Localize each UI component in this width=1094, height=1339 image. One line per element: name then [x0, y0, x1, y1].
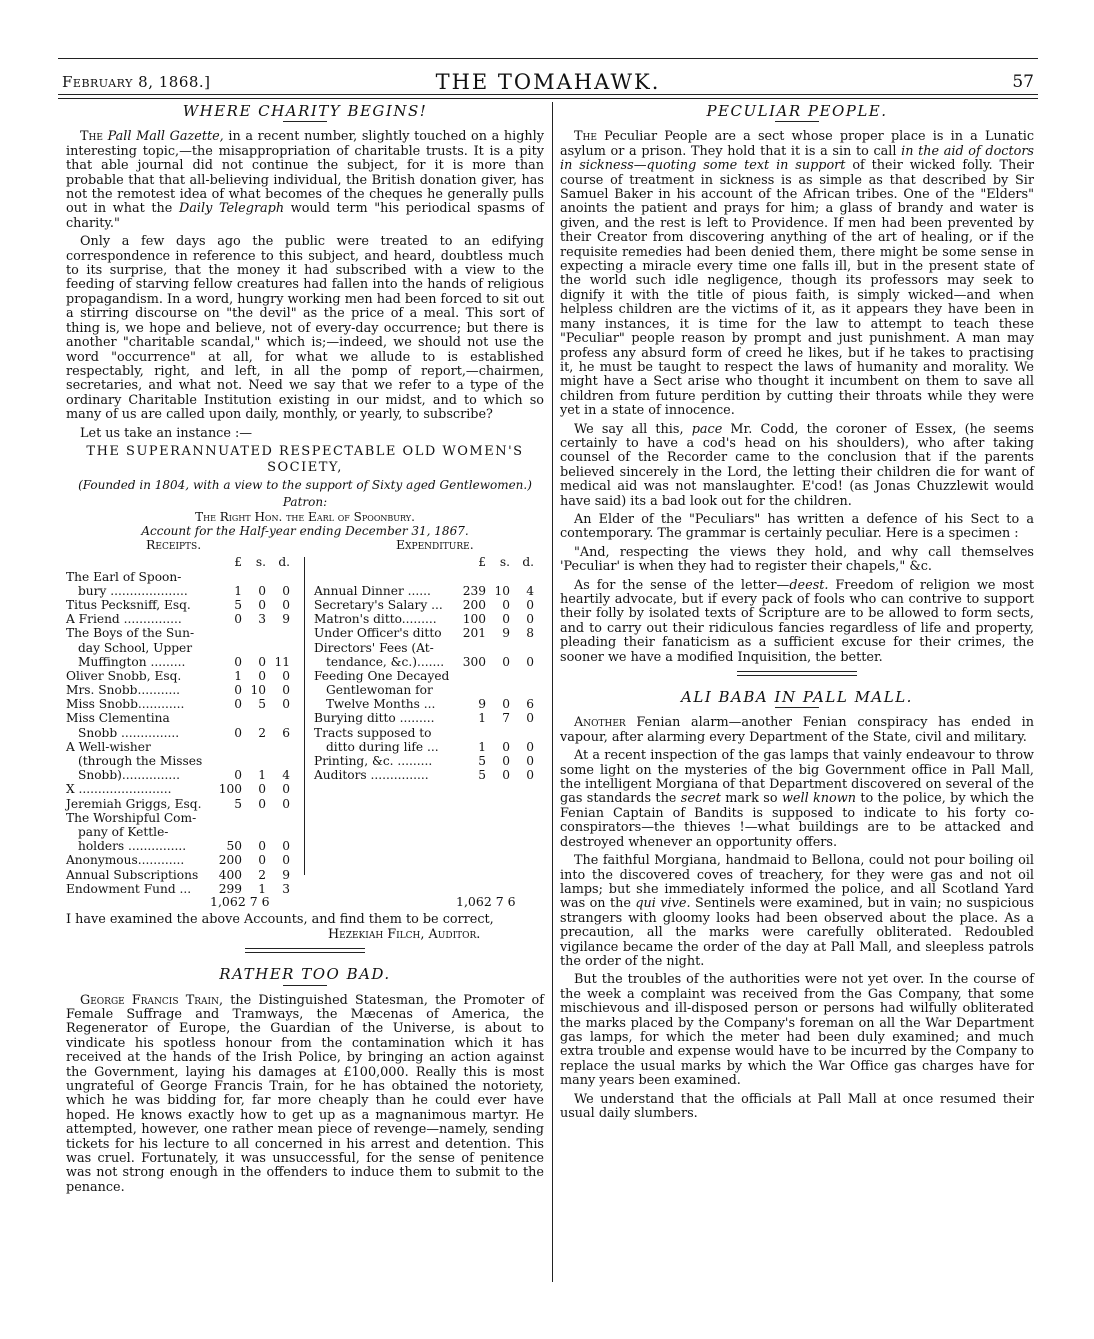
title-rule [283, 121, 327, 122]
account-item-label: The Worshipful Com- [66, 810, 197, 825]
account-item-label: Twelve Months ... [326, 697, 436, 712]
account-amount-s: 0 [258, 853, 266, 868]
receipt-row [66, 655, 298, 669]
audit-statement: I have examined the above Accounts, and find them to be correct, [66, 912, 494, 928]
account-item-label: Endowment Fund ... [66, 881, 192, 896]
receipt-row [66, 683, 298, 697]
account-amount-d: 0 [282, 583, 290, 598]
account-amount-s: 0 [502, 739, 510, 754]
expenditure-row [314, 584, 544, 598]
receipt-row [66, 839, 298, 853]
account-amount-d: 0 [526, 654, 534, 669]
receipt-row [66, 584, 298, 598]
account-item-label: Titus Pecksniff, Esq. [66, 597, 191, 612]
account-amount-l: 200 [462, 597, 486, 612]
account-amount-d: 4 [526, 583, 534, 598]
account-amount-d: 9 [282, 867, 290, 882]
account-amount-l: 100 [462, 612, 486, 627]
receipt-row [66, 811, 298, 825]
receipt-row [66, 669, 298, 683]
account-amount-l: 299 [218, 881, 242, 896]
article-title-alibaba: ALI BABA IN PALL MALL. [681, 688, 913, 707]
expenditure-row [314, 754, 544, 768]
title-rule [775, 707, 819, 708]
account-amount-l: 1 [478, 711, 486, 726]
account-amount-d: 8 [526, 626, 534, 641]
expenditure-row [314, 768, 544, 782]
expenditure-row [314, 711, 544, 725]
account-item-label: Anonymous............ [66, 853, 185, 868]
account-item-label: (through the Misses [78, 754, 203, 768]
alibaba-paragraph-2: At a recent inspection of the gas lamps that vainly endeavour to throw some light on the mysteries of the big Government office in Pall Mall, the intelligent Morgiana of that Department discovered on several of the gas standards the secret mark so well known to the police, by which the Fenian Captain of Bandits is supposed to indicate to his forty co-conspirators—the thieves !—what buildings are to be attacked and destroyed whenever an opportunity offers. [560, 748, 1034, 850]
expenditure-row [314, 655, 544, 669]
account-amount-s: 0 [502, 612, 510, 627]
expenditure-row [314, 697, 544, 711]
section-separator [737, 671, 857, 676]
society-name-line-1: THE SUPERANNUATED RESPECTABLE OLD WOMEN'S [86, 443, 524, 459]
account-amount-d: 0 [282, 683, 290, 698]
account-amount-s: 0 [258, 597, 266, 612]
right-column [560, 102, 1034, 1125]
account-amount-l: 5 [234, 597, 242, 612]
peculiar-quote: "And, respecting the views they hold, and why call themselves 'Peculiar' is when they had to register their chapels," &c. [560, 544, 1034, 575]
receipt-row [66, 641, 298, 655]
masthead-title: THE TOMAHAWK. [435, 70, 661, 94]
account-item-label: Printing, &c. ......... [314, 754, 433, 768]
account-item-label: Oliver Snobb, Esq. [66, 668, 182, 683]
receipt-row [66, 697, 298, 711]
account-amount-l: 5 [478, 768, 486, 783]
article-title-rather: RATHER TOO BAD. [219, 965, 391, 984]
receipt-row [66, 853, 298, 867]
alibaba-paragraph-5: We understand that the officials at Pall Mall at once resumed their usual daily slumbers. [560, 1091, 1034, 1121]
account-amount-l: 0 [234, 725, 242, 740]
account-amount-d: 0 [282, 839, 290, 854]
account-amount-s: 0 [258, 839, 266, 854]
account-amount-l: 300 [462, 654, 486, 669]
account-amount-s: 0 [502, 754, 510, 768]
account-amount-s: 3 [258, 612, 266, 627]
account-item-label: Matron's ditto......... [314, 612, 437, 627]
account-amount-l: 201 [462, 626, 486, 641]
account-divider [304, 557, 305, 875]
account-amount-s: 0 [258, 782, 266, 797]
account-item-label: day School, Upper [78, 640, 193, 655]
account-headers [66, 538, 544, 553]
account-item-label: tendance, &c.)....... [326, 654, 445, 669]
account-item-label: Gentlewoman for [326, 683, 433, 698]
account-amount-s: 5 [258, 697, 266, 712]
account-item-label: Annual Dinner ...... [314, 583, 431, 598]
account-amount-d: 6 [526, 697, 534, 712]
account-item-label: Under Officer's ditto [314, 626, 442, 641]
account-amount-s: 0 [502, 768, 510, 783]
alibaba-paragraph-3: The faithful Morgiana, handmaid to Bellona, could not pour boiling oil into the discovered coves of treachery, for they were gas and not oil lamps; but she immediately informed the police, and all Scotland Yard was on the qui vive. Sentinels were examined, but in vain; no suspicious strangers with gloomy looks had been observed about the place. As a precaution, all the marks were carefully obliterated. Redoubled vigilance became the order of the day at Pall Mall, and sleepless patrols the order of the night. [560, 853, 1034, 969]
account-amount-s: 0 [502, 597, 510, 612]
account-amount-d: 9 [282, 612, 290, 627]
alibaba-paragraph-1: Another Fenian alarm—another Fenian conspiracy has ended in vapour, after alarming every Department of the State, civil and military. [560, 715, 1034, 745]
account-amount-s: 0 [258, 668, 266, 683]
account-item-label: The Earl of Spoon- [66, 569, 182, 584]
account-amount-d: 0 [282, 697, 290, 712]
issue-date: February 8, 1868.] [62, 73, 211, 91]
account-item-label: A Well-wisher [66, 739, 151, 754]
account-amount-s: 0 [258, 583, 266, 598]
receipt-row [66, 570, 298, 584]
account-item-label: The Boys of the Sun- [66, 626, 195, 641]
account-totals [66, 895, 544, 913]
account-amount-l: 9 [478, 697, 486, 712]
charity-paragraph-1: The Pall Mall Gazette, in a recent number, slightly touched on a highly interesting topic,—the misappropriation of charitable trusts. It is a pity that able journal did not continue the subject, for it is more than probable that that all-believing individual, the British donation giver, has not the remotest idea of what becomes of the cheques he generally pulls out in what the Daily Telegraph would term "his periodical spasms of charity." [66, 129, 544, 231]
account-amount-l: 5 [234, 796, 242, 811]
expenditure-row [314, 612, 544, 626]
peculiar-paragraph-5: As for the sense of the letter—deest. Freedom of religion we most heartily advocate, but if every pack of fools who can contrive to support their folly by isolated texts of Scripture are to be allowed to form sects, and to carry out their ridiculous fancies regardless of life and property, pleading their fanaticism as a sufficient excuse for their crimes, the sooner we have a modified Inquisition, the better. [560, 577, 1035, 665]
account-item-label: Secretary's Salary ... [314, 597, 443, 612]
account-item-label: X ........................ [66, 782, 172, 797]
header-double-rule [58, 94, 1038, 99]
account-amount-s: 10 [250, 683, 266, 698]
account-item-label: Snobb ............... [78, 725, 180, 740]
receipt-row [66, 726, 298, 740]
expenditure-row [314, 740, 544, 754]
account-amount-s: 0 [502, 697, 510, 712]
account-amount-d: 0 [282, 668, 290, 683]
lsd-header-receipts: £ s. d. [234, 555, 290, 570]
account-amount-s: 0 [502, 654, 510, 669]
page-header [58, 58, 1038, 95]
peculiar-paragraph-3: An Elder of the "Peculiars" has written a defence of his Sect to a contemporary. The grammar is certainly peculiar. Here is a specimen : [560, 511, 1034, 542]
patron-label: Patron: [282, 495, 328, 510]
account-item-label: Miss Clementina [66, 711, 170, 726]
account-amount-l: 0 [234, 697, 242, 712]
alibaba-paragraph-4: But the troubles of the authorities were not yet over. In the course of the week a complaint was received from the Gas Company, that some mischievous and ill-disposed person or persons had wilfully obliterated the marks placed by the Company's foreman on all the War Department gas lamps, for which the meter had been duly examined; and much extra trouble and expense would have to be incurred by the Company to replace the usual marks by which the War Office gas charges have for many years been examined. [560, 972, 1034, 1089]
account-item-label: Snobb)............... [78, 768, 181, 783]
account-amount-l: 0 [234, 654, 242, 669]
account-item-label: Feeding One Decayed [314, 668, 450, 683]
account-item-label: holders ............... [78, 839, 187, 854]
account-table [66, 555, 544, 895]
title-rule [283, 985, 327, 986]
account-amount-l: 5 [478, 754, 486, 768]
expenditure-row [314, 669, 544, 683]
patron-name: The Right Hon. the Earl of Spoonbury. [195, 509, 415, 524]
receipt-row [66, 868, 298, 882]
charity-paragraph-3: Let us take an instance :— [80, 425, 253, 441]
account-amount-d: 0 [526, 754, 534, 768]
account-amount-l: 1 [234, 668, 242, 683]
receipt-row [66, 797, 298, 811]
account-amount-l: 1 [478, 739, 486, 754]
account-amount-d: 11 [274, 654, 290, 669]
rather-paragraph-1: George Francis Train, the Distinguished Statesman, the Promoter of Female Suffrage and Tramways, the Mæcenas of America, the Regenerator of Europe, the Guardian of the Universe, is about to vindicate his spotless honour from the contamination which it has received at the hands of the Irish Police, by bringing an action against the Government, laying his damages at £100,000. Really this is most ungrateful of George Francis Train, for he has obtained the notoriety, which he was bidding for, far more cheaply than he could ever have hoped. He knows exactly how to get up as a magnanimous martyr. He attempted, however, one rather mean piece of revenge—namely, sending tickets for his lecture to all concerned in his arrest and detention. This was cruel. Fortunately, it was unsuccessful, for the sense of penitence was not strong enough in the offenders to induce them to submit to the penance. [66, 992, 544, 1195]
expenditure-list [314, 555, 544, 782]
account-amount-d: 0 [526, 711, 534, 726]
account-amount-d: 6 [282, 725, 290, 740]
page-number: 57 [1012, 72, 1034, 92]
account-amount-s: 0 [258, 654, 266, 669]
column-divider [552, 102, 553, 1282]
account-amount-d: 0 [282, 796, 290, 811]
account-amount-l: 50 [226, 839, 242, 854]
expenditure-row [314, 683, 544, 697]
account-amount-l: 0 [234, 683, 242, 698]
account-amount-s: 7 [502, 711, 510, 726]
total-receipts: 1,062 7 6 [210, 894, 270, 910]
account-amount-d: 0 [526, 739, 534, 754]
title-rule [775, 121, 819, 122]
expenditure-row [314, 598, 544, 612]
account-amount-s: 2 [258, 725, 266, 740]
peculiar-paragraph-1: The Peculiar People are a sect whose proper place is in a Lunatic asylum or a prison. They hold that it is a sin to call in the aid of doctors in sickness—quoting some text in support of their wicked folly. Their course of treatment in sickness is as simple as that described by Sir Samuel Baker in his account of the African tribes. One of the "Elders" anoints the patient and prays for him; a glass of brandy and water is given, and the rest is left to Providence. If men had been prevented by their Creator from discovering anything of the art of healing, or if the requisite remedies had been denied them, there might be some sense in expecting a miracle every time one falls ill, but in the present state of the world such idle negligence, though its professors may seek to dignify it with the title of pious faith, is simply wicked—and when helpless children are the victims of it, as it appears they have been in many instances, it is time for the law to attempt to teach these "Peculiar" people reason by prompt and just punishment. A man may profess any absurd form of creed he likes, but if he takes to practising it, he must be taught to respect the laws of humanity and morality. We might have a Sect arise who thought it incumbent on them to save all children from future perdition by cutting their throats while they were yet in a state of innocence. [560, 129, 1035, 419]
account-amount-l: 0 [234, 768, 242, 783]
receipt-row [66, 612, 298, 626]
account-amount-d: 0 [282, 597, 290, 612]
auditor-signature: Hezekiah Filch, Auditor. [328, 926, 481, 942]
account-amount-d: 4 [282, 768, 290, 783]
receipt-row [66, 782, 298, 796]
receipt-row [66, 626, 298, 640]
article-title-charity: WHERE CHARITY BEGINS! [182, 102, 428, 120]
account-item-label: bury .................... [78, 583, 188, 598]
account-item-label: pany of Kettle- [78, 824, 169, 839]
article-title-peculiar: PECULIAR PEOPLE. [706, 102, 888, 120]
account-amount-s: 9 [502, 626, 510, 641]
account-item-label: Tracts supposed to [314, 725, 432, 740]
account-item-label: Directors' Fees (At- [314, 640, 434, 655]
receipt-row [66, 768, 298, 782]
section-separator [245, 948, 365, 953]
account-amount-d: 0 [526, 768, 534, 783]
account-amount-s: 0 [258, 796, 266, 811]
account-title: Account for the Half-year ending December 31, 1867. [141, 523, 469, 538]
receipts-list [66, 555, 298, 896]
receipt-row [66, 754, 298, 768]
account-amount-d: 3 [282, 881, 290, 896]
account-item-label: A Friend ............... [66, 612, 182, 627]
account-amount-d: 0 [526, 612, 534, 627]
society-name-line-2: SOCIETY, [267, 460, 343, 476]
charity-paragraph-2: Only a few days ago the public were treated to an edifying correspondence in reference to this subject, and heard, doubtless much to its surprise, that the money it had subscribed with a view to the feeding of starving fellow creatures had fallen into the hands of religious propagandism. In a word, hungry working men had been forced to sit out a stirring discourse on "the devil" as the price of a meal. This sort of thing is, we hope and believe, not of every-day occurrence; but there is another "charitable scandal," which is;—indeed, we should not use the word "occurrence" at all, for what we allude to is established respectably, right, and left, in all the pomp of report,—chairmen, secretaries, and what not. Need we say that we refer to a type of the ordinary Charitable Institution existing in our midst, and to which so many of us are called upon daily, monthly, or yearly, to subscribe? [66, 234, 544, 423]
peculiar-paragraph-2: We say all this, pace Mr. Codd, the coroner of Essex, (he seems certainly to have a cod's head on his shoulders), who after taking counsel of the Recorder came to the conclusion that if the parents believed sincerely in the Lord, the letting their children die for want of medical aid was not manslaughter. E'cod! (as Jonas Chuzzlewit would have said) its a bad look out for the children. [560, 421, 1034, 509]
account-item-label: ditto during life ... [326, 739, 439, 754]
receipt-row [66, 598, 298, 612]
account-amount-s: 1 [258, 768, 266, 783]
account-amount-s: 1 [258, 881, 266, 896]
account-item-label: Burying ditto ......... [314, 711, 435, 726]
account-item-label: Annual Subscriptions [66, 867, 199, 882]
lsd-header-expenditure: £ s. d. [478, 555, 534, 570]
account-amount-s: 10 [494, 583, 510, 598]
account-amount-l: 1 [234, 583, 242, 598]
expenditure-row [314, 726, 544, 740]
expenditure-row [314, 570, 544, 584]
total-expenditure: 1,062 7 6 [456, 894, 516, 910]
receipts-header: Receipts. [146, 537, 202, 553]
account-amount-l: 100 [218, 782, 242, 797]
account-item-label: Jeremiah Griggs, Esq. [66, 796, 202, 811]
receipt-row [66, 711, 298, 725]
left-column [66, 102, 544, 1199]
account-amount-d: 0 [282, 782, 290, 797]
founded-note: (Founded in 1804, with a view to the support of Sixty aged Gentlewomen.) [78, 477, 532, 492]
expenditure-header: Expenditure. [396, 537, 474, 553]
account-amount-l: 239 [462, 583, 486, 598]
expenditure-row [314, 626, 544, 640]
account-amount-d: 0 [526, 597, 534, 612]
receipt-row [66, 740, 298, 754]
account-amount-d: 0 [282, 853, 290, 868]
account-item-label: Muffington ......... [78, 654, 186, 669]
receipt-row [66, 825, 298, 839]
account-amount-l: 0 [234, 612, 242, 627]
account-amount-l: 200 [218, 853, 242, 868]
expenditure-row [314, 641, 544, 655]
account-amount-s: 2 [258, 867, 266, 882]
account-item-label: Mrs. Snobb........... [66, 683, 181, 698]
account-amount-l: 400 [218, 867, 242, 882]
newspaper-page [58, 58, 1038, 1288]
account-item-label: Auditors ............... [314, 768, 429, 783]
account-item-label: Miss Snobb............ [66, 697, 185, 712]
